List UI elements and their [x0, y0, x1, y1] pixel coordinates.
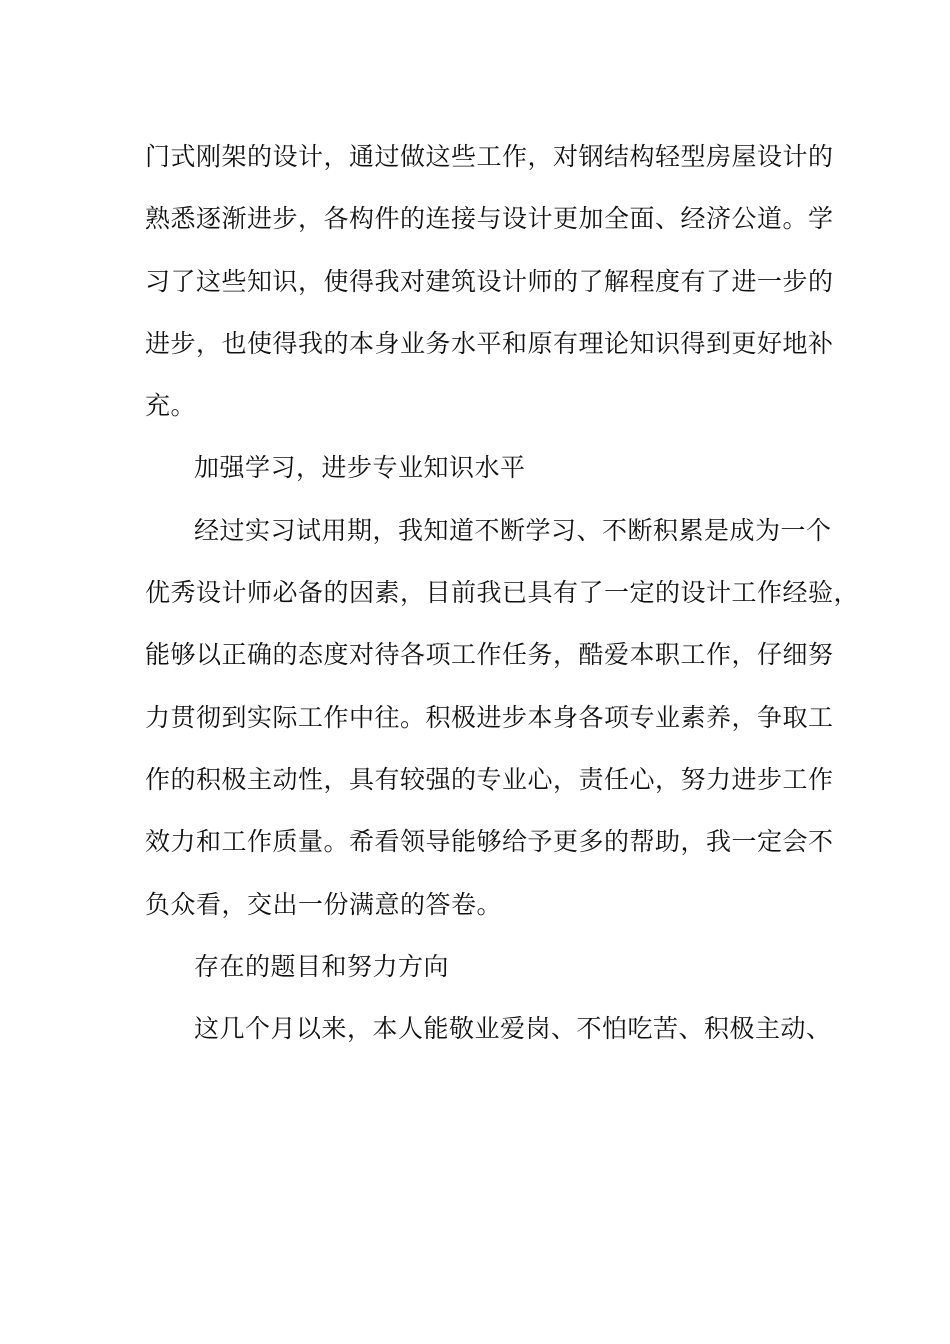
text-line: 熟悉逐渐进步，各构件的连接与设计更加全面、经济公道。学	[145, 204, 834, 234]
text-line: 进步，也使得我的本身业务水平和原有理论知识得到更好地补	[145, 328, 834, 358]
paragraph-start-line: 这几个月以来，本人能敬业爱岗、不怕吃苦、积极主动、	[194, 1014, 832, 1044]
text-line: 效力和工作质量。希看领导能够给予更多的帮助，我一定会不	[145, 827, 834, 857]
text-line: 力贯彻到实际工作中往。积极进步本身各项专业素养，争取工	[145, 702, 834, 732]
text-line: 负众看，交出一份满意的答卷。	[145, 889, 503, 919]
text-line: 门式刚架的设计，通过做这些工作，对钢结构轻型房屋设计的	[145, 142, 834, 171]
text-line: 作的积极主动性，具有较强的专业心，责任心，努力进步工作	[145, 764, 834, 794]
section-heading: 加强学习，进步专业知识水平	[194, 453, 526, 483]
text-line: 习了这些知识，使得我对建筑设计师的了解程度有了进一步的	[145, 266, 834, 296]
paragraph-start-line: 经过实习试用期，我知道不断学习、不断积累是成为一个	[194, 515, 832, 545]
text-line: 充。	[145, 391, 197, 421]
document-body	[145, 126, 860, 1060]
text-line: 优秀设计师必备的因素，目前我已具有了一定的设计工作经验，	[145, 578, 860, 608]
text-line: 能够以正确的态度对待各项工作任务，酷爱本职工作，仔细努	[145, 640, 834, 670]
section-heading: 存在的题目和努力方向	[194, 951, 450, 981]
